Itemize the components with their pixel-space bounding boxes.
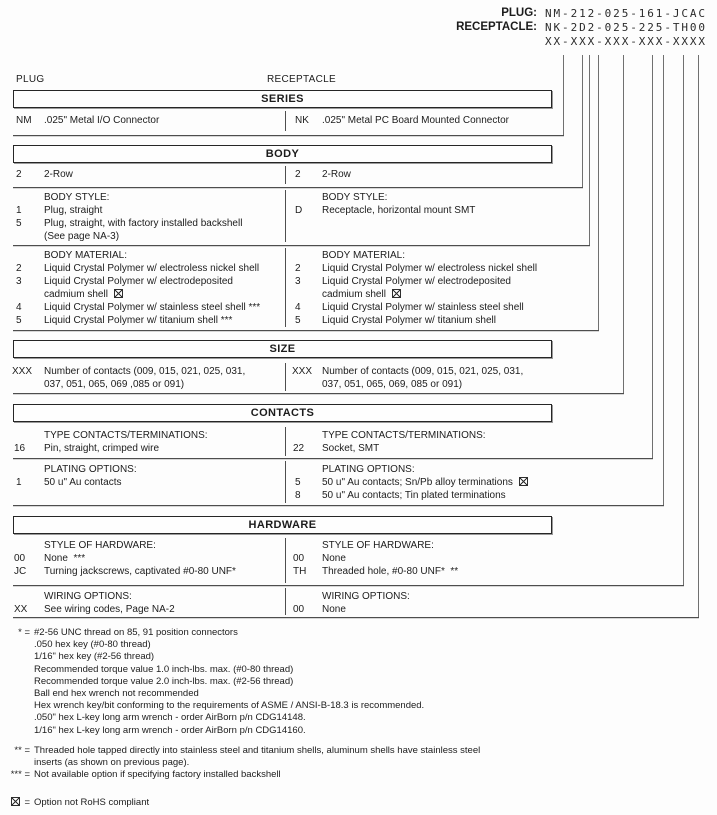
plating-label-plug: PLATING OPTIONS: bbox=[44, 464, 137, 475]
body-row-receptacle-desc: 2-Row bbox=[322, 169, 351, 180]
size-plug-desc: Number of contacts (009, 015, 021, 025, 031, bbox=[44, 366, 246, 377]
body-style-plug-desc-2: Plug, straight, with factory installed backshell bbox=[44, 218, 243, 229]
hardware-style-receptacle-desc-2: Threaded hole, #0-80 UNF* ** bbox=[322, 566, 459, 577]
body-style-plug-desc-1: Plug, straight bbox=[44, 205, 103, 216]
wiring-plug-code: XX bbox=[14, 604, 28, 615]
rule-body-material bbox=[13, 330, 599, 331]
section-header-hardware: HARDWARE bbox=[13, 516, 552, 534]
body-material-plug-desc-2b: cadmium shell bbox=[44, 288, 123, 301]
body-material-plug-code-4: 5 bbox=[16, 315, 22, 326]
footnote-star-sub: .050" hex L-key long arm wrench - order AirBorn p/n CDG14148. bbox=[34, 712, 306, 724]
footnote-star-sub: 1/16" hex key (#2-56 thread) bbox=[34, 651, 155, 663]
section-header-series: SERIES bbox=[13, 90, 552, 108]
not-rohs-icon bbox=[392, 289, 401, 298]
footnote-star-sub: Ball end hex wrench not recommended bbox=[34, 688, 199, 700]
body-style-plug-code-2: 5 bbox=[16, 218, 22, 229]
rule-wiring bbox=[13, 617, 699, 618]
series-plug-desc: .025" Metal I/O Connector bbox=[44, 115, 160, 126]
wiring-label-receptacle: WIRING OPTIONS: bbox=[322, 591, 410, 602]
body-material-plug-code-3: 4 bbox=[16, 302, 22, 313]
contact-type-receptacle-desc: Socket, SMT bbox=[322, 443, 380, 454]
not-rohs-icon bbox=[114, 289, 123, 298]
series-receptacle-desc: .025" Metal PC Board Mounted Connector bbox=[322, 115, 509, 126]
leader-line-wiring bbox=[698, 55, 699, 617]
wiring-receptacle-code: 00 bbox=[293, 604, 305, 615]
footnote-triple-star: *** = Not available option if specifying factory installed backshell bbox=[10, 769, 281, 781]
body-style-plug-desc-2b: (See page NA-3) bbox=[44, 231, 120, 242]
plug-part-number: NM-212-025-161-JCAC bbox=[545, 7, 707, 20]
wiring-plug-desc: See wiring codes, Page NA-2 bbox=[44, 604, 175, 615]
plating-receptacle-desc-2: 50 u" Au contacts; Tin plated terminations bbox=[322, 490, 506, 501]
rule-contact-type bbox=[13, 458, 653, 459]
plating-receptacle-desc-1: 50 u" Au contacts; Sn/Pb alloy terminations bbox=[322, 476, 528, 489]
body-material-label-receptacle: BODY MATERIAL: bbox=[322, 250, 405, 261]
column-divider bbox=[285, 588, 286, 615]
hardware-style-receptacle-code-2: TH bbox=[293, 566, 307, 577]
column-divider bbox=[285, 190, 286, 242]
section-header-size: SIZE bbox=[13, 340, 552, 358]
plating-receptacle-code-2: 8 bbox=[295, 490, 301, 501]
hardware-style-plug-code-2: JC bbox=[14, 566, 27, 577]
body-material-receptacle-desc-4: Liquid Crystal Polymer w/ titanium shell bbox=[322, 315, 496, 326]
plug-part-label: PLUG: bbox=[501, 7, 537, 19]
footnote-star-sub: .050 hex key (#0-80 thread) bbox=[34, 639, 151, 651]
body-row-plug-code: 2 bbox=[16, 169, 22, 180]
footnote-star-sub: 1/16" hex L-key long arm wrench - order AirBorn p/n CDG14160. bbox=[34, 724, 306, 736]
plating-plug-code-1: 1 bbox=[16, 477, 22, 488]
contact-type-plug-desc: Pin, straight, crimped wire bbox=[44, 443, 160, 454]
footnotes bbox=[0, 627, 717, 810]
plating-label-receptacle: PLATING OPTIONS: bbox=[322, 464, 415, 475]
plating-plug-desc-1: 50 u" Au contacts bbox=[44, 477, 122, 488]
wiring-label-plug: WIRING OPTIONS: bbox=[44, 591, 132, 602]
receptacle-column-label: RECEPTACLE bbox=[267, 74, 336, 85]
column-divider bbox=[285, 166, 286, 184]
body-material-plug-desc-3: Liquid Crystal Polymer w/ stainless steel shell *** bbox=[44, 302, 261, 313]
body-material-receptacle-desc-2: Liquid Crystal Polymer w/ electrodeposited bbox=[322, 276, 511, 287]
body-material-label-plug: BODY MATERIAL: bbox=[44, 250, 127, 261]
body-material-plug-desc-1: Liquid Crystal Polymer w/ electroless nickel shell bbox=[44, 263, 260, 274]
body-material-receptacle-code-2: 3 bbox=[295, 276, 301, 287]
not-rohs-icon bbox=[11, 797, 20, 806]
hardware-style-plug-code-1: 00 bbox=[14, 553, 26, 564]
receptacle-part-label: RECEPTACLE: bbox=[456, 21, 537, 33]
column-divider bbox=[285, 427, 286, 456]
body-material-receptacle-desc-2b: cadmium shell bbox=[322, 288, 401, 301]
rule-plating bbox=[13, 505, 664, 506]
body-material-receptacle-code-1: 2 bbox=[295, 263, 301, 274]
part-number-pattern: XX-XXX-XXX-XXX-XXXX bbox=[545, 35, 707, 48]
column-divider bbox=[285, 538, 286, 583]
body-style-label-plug: BODY STYLE: bbox=[44, 192, 110, 203]
series-receptacle-code: NK bbox=[295, 115, 309, 126]
footnote-double-star-sub: inserts (as shown on previous page). bbox=[34, 757, 190, 769]
column-divider bbox=[285, 363, 286, 391]
leader-line-plating bbox=[663, 55, 664, 505]
hardware-style-receptacle-code-1: 00 bbox=[293, 553, 305, 564]
body-material-plug-code-2: 3 bbox=[16, 276, 22, 287]
body-material-receptacle-code-3: 4 bbox=[295, 302, 301, 313]
column-divider bbox=[285, 111, 286, 131]
hardware-style-plug-desc-1: None *** bbox=[44, 553, 86, 564]
footnote-star: * = #2-56 UNC thread on 85, 91 position connectors bbox=[18, 627, 238, 638]
rule-hardware-style bbox=[13, 585, 684, 586]
leader-line-body-material bbox=[598, 55, 599, 330]
body-material-receptacle-desc-3: Liquid Crystal Polymer w/ stainless steel shell bbox=[322, 302, 524, 313]
contact-type-label-plug: TYPE CONTACTS/TERMINATIONS: bbox=[44, 430, 208, 441]
body-material-receptacle-desc-1: Liquid Crystal Polymer w/ electroless nickel shell bbox=[322, 263, 538, 274]
size-plug-desc2: 037, 051, 065, 069 ,085 or 091) bbox=[44, 379, 185, 390]
leader-line-body-style bbox=[589, 55, 590, 245]
rule-body-row bbox=[13, 187, 583, 188]
body-material-plug-desc-2: Liquid Crystal Polymer w/ electrodeposited bbox=[44, 276, 233, 287]
size-receptacle-code: XXX bbox=[292, 366, 313, 377]
hardware-style-plug-desc-2: Turning jackscrews, captivated #0-80 UNF* bbox=[44, 566, 236, 577]
receptacle-part-number: NK-2D2-025-225-TH00 bbox=[545, 21, 707, 34]
hardware-style-receptacle-desc-1: None bbox=[322, 553, 346, 564]
body-material-plug-desc-4: Liquid Crystal Polymer w/ titanium shell *** bbox=[44, 315, 233, 326]
leader-line-size bbox=[623, 55, 624, 393]
leader-line-body-row bbox=[582, 55, 583, 187]
footnote-double-star: ** = Threaded hole tapped directly into stainless steel and titanium shells, aluminum shells have stainless steel bbox=[14, 744, 481, 756]
rule-size bbox=[13, 393, 624, 394]
leader-line-series bbox=[563, 55, 564, 135]
size-plug-code: XXX bbox=[12, 366, 33, 377]
leader-line-contact-type bbox=[652, 55, 653, 458]
rule-series bbox=[13, 135, 564, 136]
footnote-star-sub: Recommended torque value 2.0 inch-lbs. max. (#2-56 thread) bbox=[34, 675, 294, 687]
plug-column-label: PLUG bbox=[16, 74, 45, 85]
not-rohs-icon bbox=[519, 477, 528, 486]
section-header-contacts: CONTACTS bbox=[13, 404, 552, 422]
column-divider bbox=[285, 461, 286, 503]
body-material-plug-code-1: 2 bbox=[16, 263, 22, 274]
wiring-receptacle-desc: None bbox=[322, 604, 346, 615]
leader-line-hardware-style bbox=[683, 55, 684, 585]
body-row-plug-desc: 2-Row bbox=[44, 169, 73, 180]
footnote-rohs: = Option not RoHS compliant bbox=[0, 797, 717, 809]
body-row-receptacle-code: 2 bbox=[295, 169, 301, 180]
size-receptacle-desc: Number of contacts (009, 015, 021, 025, 031, bbox=[322, 366, 524, 377]
body-style-plug-code-1: 1 bbox=[16, 205, 22, 216]
body-style-label-receptacle: BODY STYLE: bbox=[322, 192, 388, 203]
contact-type-plug-code: 16 bbox=[14, 443, 26, 454]
body-material-receptacle-code-4: 5 bbox=[295, 315, 301, 326]
column-divider bbox=[285, 248, 286, 327]
rule-body-style bbox=[13, 245, 590, 246]
size-receptacle-desc2: 037, 051, 065, 069, 085 or 091) bbox=[322, 379, 463, 390]
series-plug-code: NM bbox=[16, 115, 32, 126]
footnote-star-sub: Hex wrench key/bit conforming to the requirements of ASME / ANSI-B-18.3 is recommended. bbox=[34, 700, 425, 712]
body-style-receptacle-code-1: D bbox=[295, 205, 303, 216]
hardware-style-label-plug: STYLE OF HARDWARE: bbox=[44, 540, 156, 551]
plating-receptacle-code-1: 5 bbox=[295, 477, 301, 488]
contact-type-receptacle-code: 22 bbox=[293, 443, 305, 454]
contact-type-label-receptacle: TYPE CONTACTS/TERMINATIONS: bbox=[322, 430, 486, 441]
hardware-style-label-receptacle: STYLE OF HARDWARE: bbox=[322, 540, 434, 551]
body-style-receptacle-desc-1: Receptacle, horizontal mount SMT bbox=[322, 205, 476, 216]
footnote-star-sub: Recommended torque value 1.0 inch-lbs. max. (#0-80 thread) bbox=[34, 663, 294, 675]
section-header-body: BODY bbox=[13, 145, 552, 163]
